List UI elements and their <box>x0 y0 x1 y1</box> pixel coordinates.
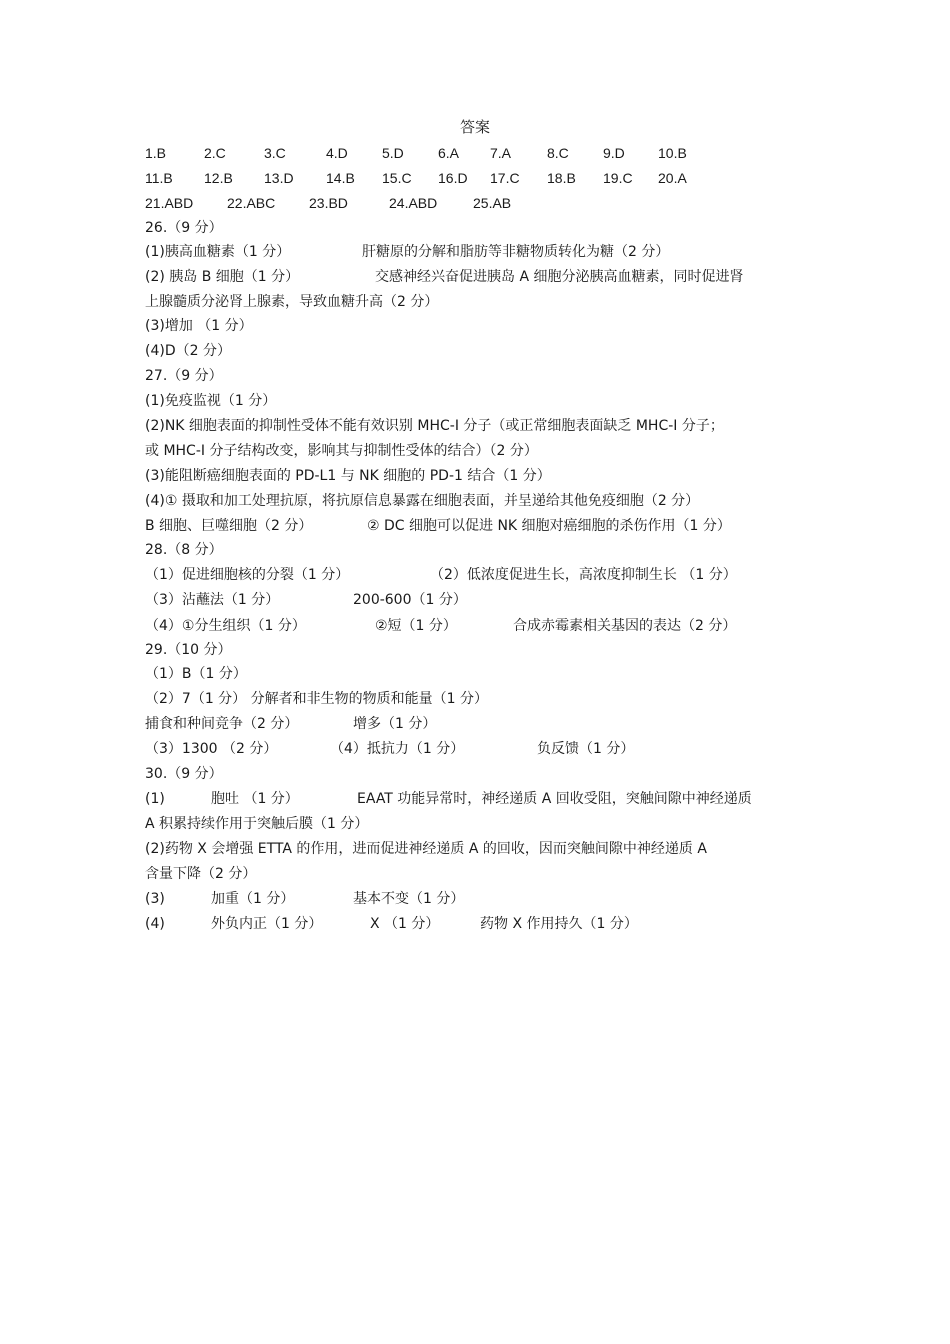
q30-answer-3-part-b: 基本不变（1 分） <box>353 891 465 907</box>
mc-answer: 22.ABC <box>227 195 276 211</box>
q30-answer-4-part-b: X （1 分） <box>370 916 440 932</box>
q29-answer-1: （1）B（1 分） <box>145 666 247 682</box>
mc-answer: 9.D <box>603 145 625 161</box>
mc-answer: 10.B <box>658 145 687 161</box>
mc-answer: 8.C <box>547 145 569 161</box>
q29-answer-2-part-a: 捕食和种间竞争（2 分） <box>145 716 299 732</box>
q28-answer-2-part-a: （3）沾蘸法（1 分） <box>145 592 280 608</box>
q29-answer-2-cont <box>145 714 835 734</box>
q30-answer-2: (2)药物 X 会增强 ETTA 的作用，进而促进神经递质 A 的回收，因而突触间隙中神经递质 A <box>145 841 707 857</box>
mc-answer: 5.D <box>382 145 404 161</box>
mc-answer: 12.B <box>204 170 233 186</box>
q27-answer-3: (3)能阻断癌细胞表面的 PD-L1 与 NK 细胞的 PD-1 结合（1 分） <box>145 468 551 484</box>
mc-answer: 25.AB <box>473 195 512 211</box>
q27-answer-2-cont: 或 MHC-I 分子结构改变，影响其与抑制性受体的结合）（2 分） <box>145 443 538 459</box>
q30-answer-1-part-a: 胞吐 （1 分） <box>211 791 299 807</box>
q28-heading: 28.（8 分） <box>145 542 223 558</box>
q27-answer-4-part-b: ② DC 细胞可以促进 NK 细胞对癌细胞的杀伤作用（1 分） <box>367 518 731 534</box>
mc-row-3 <box>145 193 835 213</box>
mc-answer: 24.ABD <box>389 195 438 211</box>
q30-answer-4 <box>145 914 835 934</box>
mc-answer: 21.ABD <box>145 195 194 211</box>
q28-answer-1 <box>145 565 835 585</box>
q30-answer-3-label: (3) <box>145 891 165 907</box>
q26-answer-4: (4)D（2 分） <box>145 343 231 359</box>
q30-answer-3-part-a: 加重（1 分） <box>211 891 295 907</box>
mc-answer: 19.C <box>603 170 633 186</box>
q27-answer-4-cont <box>145 516 835 536</box>
mc-answer: 16.D <box>438 170 468 186</box>
mc-answer: 14.B <box>326 170 355 186</box>
q26-answer-2-part-b: 交感神经兴奋促进胰岛 A 细胞分泌胰高血糖素，同时促进肾 <box>375 269 744 285</box>
q26-heading: 26.（9 分） <box>145 220 223 236</box>
q26-answer-1 <box>145 242 835 262</box>
q30-answer-3 <box>145 889 835 909</box>
mc-answer: 4.D <box>326 145 348 161</box>
mc-answer: 20.A <box>658 170 687 186</box>
mc-answer: 11.B <box>145 170 173 186</box>
mc-answer: 18.B <box>547 170 576 186</box>
q28-answer-2-part-b: 200-600（1 分） <box>353 592 467 608</box>
q30-answer-1-cont: A 积累持续作用于突触后膜（1 分） <box>145 816 369 832</box>
q26-answer-2-part-a: (2) 胰岛 B 细胞（1 分） <box>145 269 300 285</box>
q30-answer-1-part-b: EAAT 功能异常时，神经递质 A 回收受阻，突触间隙中神经递质 <box>357 791 752 807</box>
q28-answer-3-part-b: ②短（1 分） <box>375 618 457 634</box>
q28-answer-3 <box>145 616 835 636</box>
page-title: 答案 <box>459 118 490 136</box>
q29-answer-4-part-b: 负反馈（1 分） <box>537 741 635 757</box>
mc-answer: 17.C <box>490 170 520 186</box>
mc-answer: 6.A <box>438 145 460 161</box>
q30-answer-2-cont: 含量下降（2 分） <box>145 866 257 882</box>
q30-answer-1 <box>145 789 835 809</box>
mc-answer: 3.C <box>264 145 286 161</box>
q29-answer-3-part-a: （3）1300 （2 分） <box>145 741 278 757</box>
q30-answer-4-part-c: 药物 X 作用持久（1 分） <box>480 916 638 932</box>
q29-answer-2: （2）7（1 分） 分解者和非生物的物质和能量（1 分） <box>145 691 488 707</box>
q29-answer-3 <box>145 739 835 759</box>
q27-answer-2: (2)NK 细胞表面的抑制性受体不能有效识别 MHC-I 分子（或正常细胞表面缺乏 MHC-I 分子； <box>145 418 724 434</box>
q26-answer-2-cont: 上腺髓质分泌肾上腺素，导致血糖升高（2 分） <box>145 294 439 310</box>
q27-heading: 27.（9 分） <box>145 368 223 384</box>
q29-answer-4-part-a: （4）抵抗力（1 分） <box>330 741 465 757</box>
mc-answer: 15.C <box>382 170 412 186</box>
q27-answer-4: (4)① 摄取和加工处理抗原，将抗原信息暴露在细胞表面，并呈递给其他免疫细胞（2 分） <box>145 493 700 509</box>
q29-answer-2-part-b: 增多（1 分） <box>353 716 437 732</box>
q30-heading: 30.（9 分） <box>145 766 223 782</box>
q26-answer-3: (3)增加 （1 分） <box>145 318 253 334</box>
mc-answer: 7.A <box>490 145 512 161</box>
mc-row-2 <box>145 168 835 188</box>
q30-answer-1-label: (1) <box>145 791 165 807</box>
q28-answer-3-part-c: 合成赤霉素相关基因的表达（2 分） <box>513 618 737 634</box>
q30-answer-4-label: (4) <box>145 916 165 932</box>
q30-answer-4-part-a: 外负内正（1 分） <box>211 916 323 932</box>
q28-answer-2 <box>145 590 835 610</box>
q27-answer-1: (1)免疫监视（1 分） <box>145 393 277 409</box>
q28-answer-1-part-a: （1）促进细胞核的分裂（1 分） <box>145 567 350 583</box>
mc-answer: 1.B <box>145 145 167 161</box>
q28-answer-1-part-b: （2）低浓度促进生长，高浓度抑制生长 （1 分） <box>430 567 737 583</box>
q29-heading: 29.（10 分） <box>145 642 232 658</box>
q26-answer-1-part-a: (1)胰高血糖素（1 分） <box>145 244 291 260</box>
q26-answer-1-part-b: 肝糖原的分解和脂肪等非糖物质转化为糖（2 分） <box>362 244 670 260</box>
q26-answer-2 <box>145 267 835 287</box>
mc-answer: 13.D <box>264 170 294 186</box>
q27-answer-4-part-a: B 细胞、巨噬细胞（2 分） <box>145 518 313 534</box>
mc-answer: 23.BD <box>309 195 348 211</box>
mc-answer: 2.C <box>204 145 226 161</box>
mc-row-1 <box>145 143 835 163</box>
q28-answer-3-part-a: （4）①分生组织（1 分） <box>145 618 306 634</box>
